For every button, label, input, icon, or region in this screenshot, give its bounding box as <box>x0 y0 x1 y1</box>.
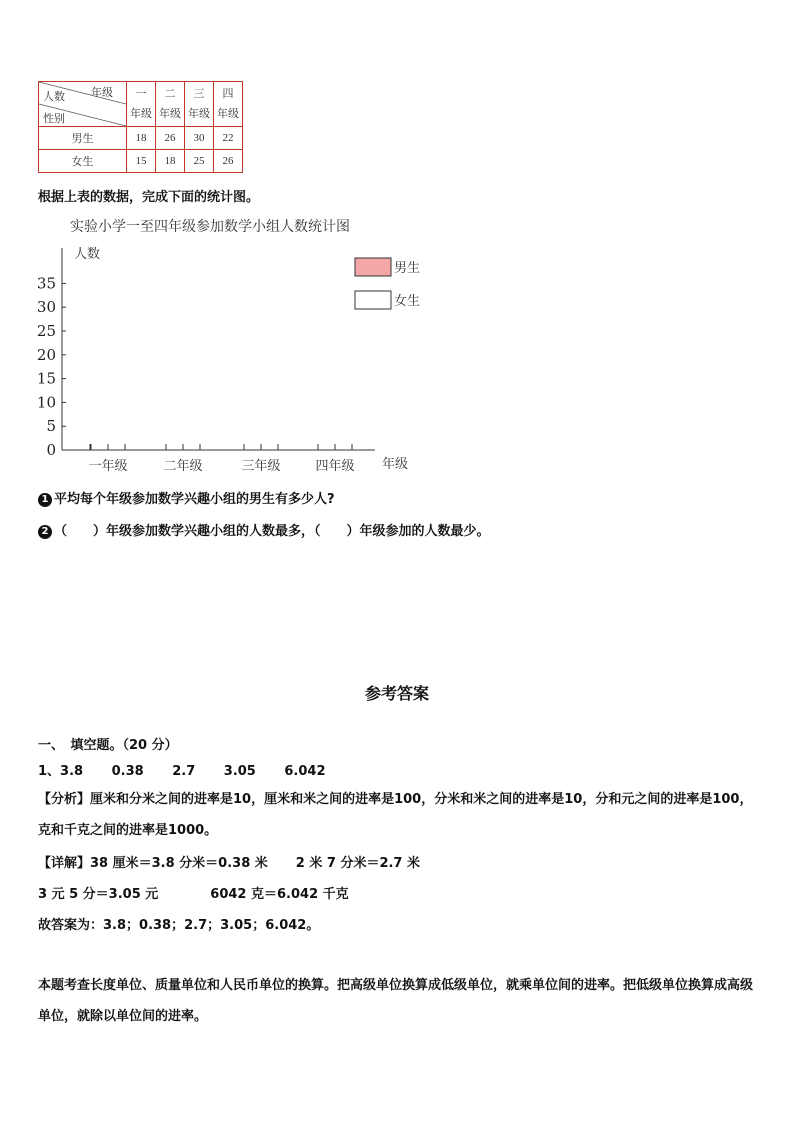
x-category-label: 四年级 <box>315 459 355 474</box>
bar-chart-empty <box>30 210 450 480</box>
answer-value: 0.38 <box>111 764 144 779</box>
question-1 <box>38 488 335 507</box>
legend-label: 女生 <box>394 294 421 309</box>
y-tick-label: 35 <box>36 274 56 293</box>
question-1-text: 平均每个年级参加数学兴趣小组的男生有多少人? <box>54 492 335 507</box>
grade-header-3: 三 年级 <box>185 82 214 127</box>
table-row <box>39 150 243 173</box>
legend-label: 男生 <box>394 261 421 276</box>
summary-paragraph: 本题考查长度单位、质量单位和人民币单位的换算。把高级单位换算成低级单位，就乘单位间的进率。把低级单位换算成高级单位，就除以单位间的进率。 <box>38 978 754 1024</box>
detail-line-1: 【详解】38 厘米＝3.8 分米＝0.38 米 2 米 7 分米＝2.7 米 <box>38 856 421 871</box>
section-title: 一、 填空题。（20 分） <box>38 738 178 753</box>
question-2 <box>38 520 490 539</box>
grade-header-1: 一 年级 <box>127 82 156 127</box>
table-cell: 22 <box>214 127 243 150</box>
answer-value: 6.042 <box>284 764 326 779</box>
row-label-boys: 男生 <box>39 127 127 150</box>
grade-header-2: 二 年级 <box>156 82 185 127</box>
y-tick-label: 15 <box>36 369 56 388</box>
diag-label-grade: 年级 <box>91 87 113 99</box>
y-tick-label: 0 <box>46 441 56 459</box>
instruction-text: 根据上表的数据，完成下面的统计图。 <box>38 190 260 205</box>
grade-header-4: 四 年级 <box>214 82 243 127</box>
detail-line-2: 3 元 5 分＝3.05 元 6042 克＝6.042 千克 <box>38 887 349 902</box>
legend-swatch <box>355 258 391 276</box>
x-category-label: 二年级 <box>163 459 203 474</box>
y-tick-label: 5 <box>46 417 56 436</box>
table-row <box>39 127 243 150</box>
answer-1-line <box>38 760 326 779</box>
answers-heading: 参考答案 <box>364 684 429 703</box>
table-cell: 25 <box>185 150 214 173</box>
answer-value: 2.7 <box>172 764 196 779</box>
answer-value: 3.05 <box>223 764 256 779</box>
table-cell: 26 <box>214 150 243 173</box>
x-category-label: 三年级 <box>241 459 281 474</box>
y-axis-label: 人数 <box>74 247 101 262</box>
table-cell: 15 <box>127 150 156 173</box>
x-category-label: 一年级 <box>88 459 128 474</box>
table-cell: 18 <box>156 150 185 173</box>
diag-label-gender: 性别 <box>43 113 65 125</box>
x-axis-label: 年级 <box>381 457 409 472</box>
grade-data-table <box>38 81 243 173</box>
table-diagonal-header <box>39 82 127 127</box>
circled-number-2: 2 <box>38 525 52 539</box>
question-2-text: （ ）年级参加数学兴趣小组的人数最多，（ ）年级参加的人数最少。 <box>54 524 490 539</box>
table-cell: 18 <box>127 127 156 150</box>
diag-label-count: 人数 <box>43 91 65 103</box>
y-tick-label: 30 <box>36 298 56 317</box>
table-cell: 26 <box>156 127 185 150</box>
table-cell: 30 <box>185 127 214 150</box>
circled-number-1: 1 <box>38 493 52 507</box>
analysis-paragraph: 【分析】厘米和分米之间的进率是10，厘米和米之间的进率是100，分米和米之间的进率是10，分和元之间的进率是100，克和千克之间的进率是1000。 <box>38 792 753 838</box>
chart-title: 实验小学一至四年级参加数学小组人数统计图 <box>70 219 350 235</box>
y-tick-label: 20 <box>36 345 56 364</box>
y-tick-label: 10 <box>36 393 56 412</box>
y-tick-label: 25 <box>36 322 56 340</box>
conclusion-line: 故答案为：3.8；0.38；2.7；3.05；6.042。 <box>38 918 320 933</box>
row-label-girls: 女生 <box>39 150 127 173</box>
legend-swatch <box>355 291 391 309</box>
answer-value: 1、3.8 <box>38 764 84 779</box>
